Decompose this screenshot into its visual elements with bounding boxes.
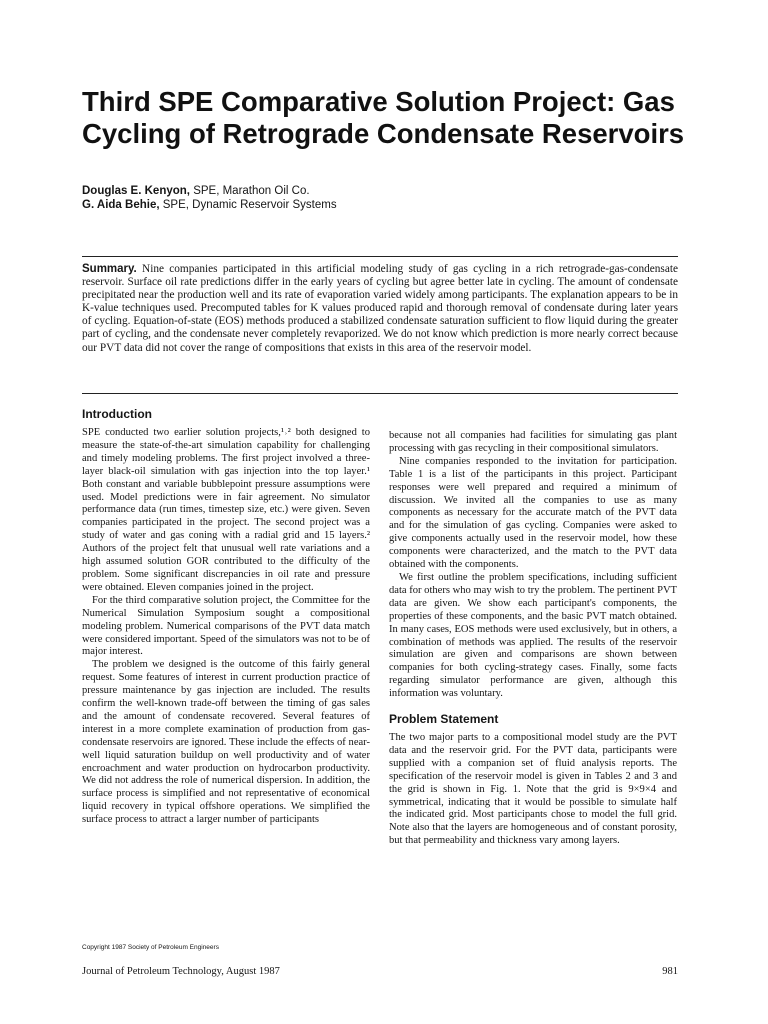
page-number: 981: [662, 966, 678, 977]
body-paragraph: Nine companies responded to the invitation for participation. Table 1 is a list of the participants in this project. Participant responses were well prepared and required a minimum of discussion. We invited all the companies to use as many components as necessary for the accurate match of the PVT data and for the simulation of gas cycling. Companies were asked to give components actually used in the reservoir model, how these components were characterized, and the match to the PVT data obtained with the components.: [389, 455, 677, 571]
author-name: Douglas E. Kenyon,: [82, 185, 190, 197]
left-column: [82, 406, 370, 827]
introduction-paragraph: SPE conducted two earlier solution projects,¹˒² both designed to measure the state-of-the-art simulation capability for challenging and timely modeling problems. The first project involved a three-layer black-oil simulation with gas injection into the top layer.¹ Both constant and variable bubblepoint pressure assumptions were used. Model predictions were in fair agreement. No simulator performance data (run times, timestep size, etc.) were given. Seven companies participated in the project. The second project was a study of water and gas coning with a radial grid and 15 layers.² Authors of the project felt that unusual well rate variations and a high assumed solution GOR contributed to the difficulty of the problem. Some significant discrepancies in oil rate and pressure were obtained. Eleven companies joined in the project.: [82, 427, 370, 593]
introduction-heading: Introduction: [82, 407, 152, 421]
author-affiliation: SPE, Dynamic Reservoir Systems: [162, 199, 337, 211]
author-line: [82, 184, 682, 198]
author-list: [82, 184, 682, 212]
paper-title: Third SPE Comparative Solution Project: Gas Cycling of Retrograde Condensate Reservoirs: [82, 86, 685, 149]
summary-bottom-rule: [82, 393, 678, 394]
problem-statement-paragraph: The two major parts to a compositional model study are the PVT data and the reservoir grid. For the PVT data, participants were supplied with a companion set of fluid analysis reports. The specification of the reservoir model is given in Tables 2 and 3 and the grid is shown in Fig. 1. Note that the grid is 9×9×4 and symmetrical, indicating that it would be possible to simulate half the indicated grid. Most participants chose to model the full grid. Note also that the layers are homogeneous and of constant porosity, but that permeability and thickness vary among layers.: [389, 732, 677, 847]
body-paragraph: because not all companies had facilities for simulating gas plant processing with gas recycling in their compositional simulators.: [389, 430, 677, 454]
author-line: [82, 198, 682, 212]
problem-statement-heading: Problem Statement: [389, 712, 499, 727]
summary-lead: Summary.: [82, 263, 137, 275]
copyright-notice: Copyright 1987 Society of Petroleum Engineers: [82, 944, 219, 951]
introduction-paragraph: For the third comparative solution project, the Committee for the Numerical Simulation Symposium sought a compositional modeling problem. Numerical comparisons of the PVT data match were considered important. Speed of the simulators was not to be of major interest.: [82, 594, 370, 658]
author-affiliation: SPE, Marathon Oil Co.: [193, 185, 310, 197]
author-name: G. Aida Behie,: [82, 199, 160, 211]
summary-text: Nine companies participated in this artificial modeling study of gas cycling in a rich retrograde-gas-condensate reservoir. Surface oil rate predictions differ in the early years of cycling but agree better late in cycling. The amount of condensate precipitated near the production well and its rate of evaporation varied widely among participants. The explanation appears to be in K-value techniques used. Precomputed tables for K values produced rapid and thorough removal of condensate during later years of cycling. Equation-of-state (EOS) methods produced a stabilized condensate saturation sufficient to flow liquid during the greater part of cycling, and the condensate never completely revaporized. We do not know which prediction is more nearly correct because our PVT data did not cover the range of compositions that exists in this area of the reservoir model.: [82, 263, 678, 354]
summary-top-rule: [82, 256, 678, 257]
body-paragraph: We first outline the problem specifications, including sufficient data for others who may wish to try the problem. The pertinent PVT data are given. We show each participant's components, the properties of these components, and the basic PVT match obtained. In many cases, EOS methods were used exclusively, but in others, a combination of methods was applied. The results of the reservoir simulation are given and comparisons are shown between companies for both cycling-strategy cases. Finally, some facts regarding simulator performance are given, although this information was voluntary.: [389, 571, 677, 700]
introduction-paragraph: The problem we designed is the outcome of this fairly general request. Some features of interest in current production practice of pressure maintenance by gas injection are included. The results confirm the well-known trade-off between the timing of gas sales and the amount of condensate recovered. Several features of interest in a more complete examination of production from gas-condensate reservoirs are ignored. These include the effects of near-well liquid saturation buildup on well productivity and of water encroachment and water production on hydrocarbon productivity. We did not address the role of numerical dispersion. In addition, the surface process is simplified and not representative of economical liquid recovery in typical offshore operations. We simplified the surface process to attract a larger number of participants: [82, 659, 370, 826]
summary-abstract: [82, 263, 678, 355]
journal-citation: Journal of Petroleum Technology, August 1987: [82, 966, 280, 977]
right-column: [389, 430, 677, 848]
